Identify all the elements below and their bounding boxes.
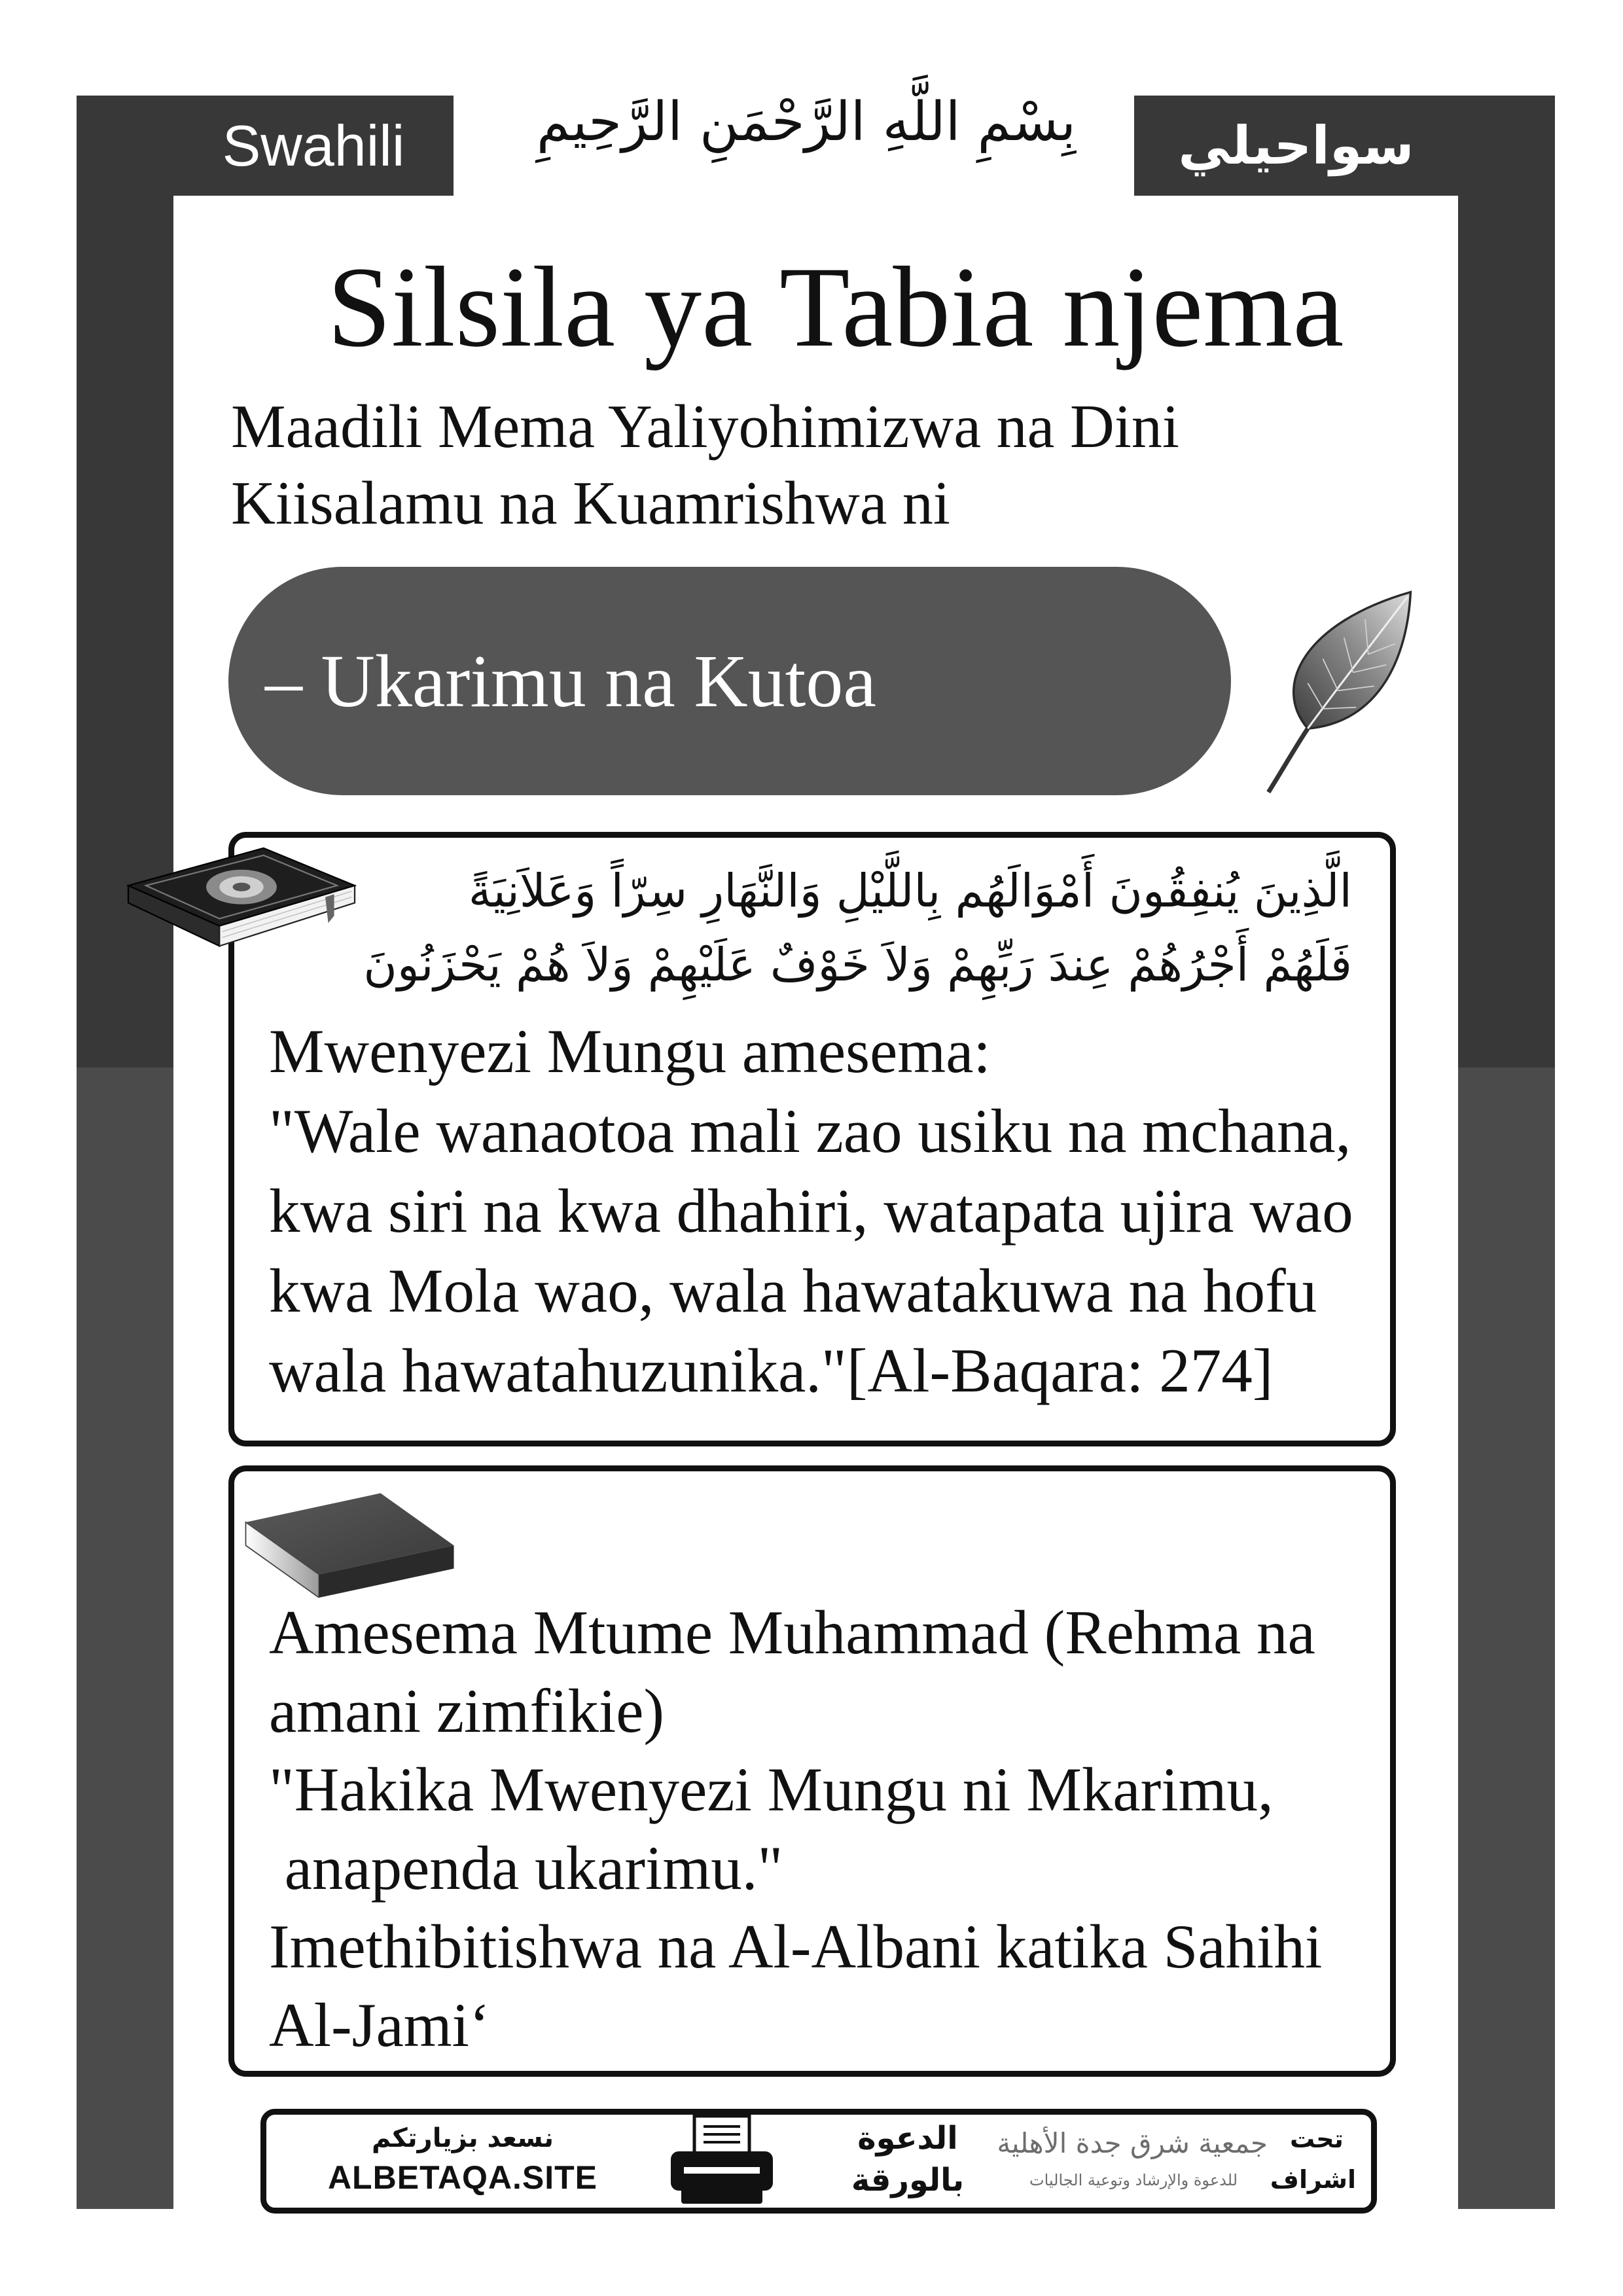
hadith-line: amani zimfikie) xyxy=(269,1676,665,1746)
welcome-text: نسعد بزيارتكم xyxy=(372,2123,554,2153)
subtitle xyxy=(231,389,1179,542)
page-title: Silsila ya Tabia njema xyxy=(327,243,1344,371)
dawah-logo-line: بالورقة xyxy=(851,2162,965,2198)
translation-line: "Wale wanaotoa mali zao usiku na mchana, xyxy=(269,1096,1351,1166)
quran-verse-translation xyxy=(269,1011,1353,1410)
language-label-arabic: سواحيلي xyxy=(1178,115,1414,176)
site-link[interactable]: ALBETAQA.SITE xyxy=(327,2159,598,2196)
quran-verse-arabic xyxy=(363,854,1352,1002)
supervision-line: اشراف xyxy=(1270,2165,1356,2194)
basmala-calligraphy: بِسْمِ اللَّهِ الرَّحْمَنِ الرَّحِيمِ xyxy=(536,90,1077,153)
arabic-verse-line: الَّذِينَ يُنفِقُونَ أَمْوَالَهُم بِاللَّيْلِ وَالنَّهَارِ سِرّاً وَعَلاَنِيَةً xyxy=(468,864,1352,918)
translation-line: kwa Mola wao, wala hawatakuwa na hofu xyxy=(269,1256,1317,1325)
dawah-logo xyxy=(839,2117,976,2205)
topic-banner xyxy=(228,567,1231,795)
association-tagline: للدعوة والإرشاد وتوعية الجاليات xyxy=(1029,2171,1238,2189)
dawah-logo-line: الدعوة xyxy=(857,2120,958,2157)
hadith-line: "Hakika Mwenyezi Mungu ni Mkarimu, xyxy=(269,1755,1274,1824)
translation-line: wala hawatahuzunika."[Al-Baqara: 274] xyxy=(269,1336,1274,1405)
hadith-line: Amesema Mtume Muhammad (Rehma na xyxy=(269,1598,1315,1667)
quran-icon xyxy=(122,842,361,972)
frame-left-column xyxy=(77,96,173,2209)
subtitle-line: Kiisalamu na Kuamrishwa ni xyxy=(231,469,951,537)
hadith-text xyxy=(269,1593,1322,2064)
supervision-line: تحت xyxy=(1290,2125,1344,2153)
footer-bar xyxy=(260,2109,1377,2214)
arabic-verse-line: فَلَهُمْ أَجْرُهُمْ عِندَ رَبِّهِمْ وَلاَ خَوْفٌ عَلَيْهِمْ وَلاَ هُمْ يَحْزَنُونَ xyxy=(363,938,1352,992)
language-label-english: Swahili xyxy=(222,113,405,178)
frame-right-column xyxy=(1458,96,1555,2209)
hadith-line: Al-Jami‘ xyxy=(269,1990,490,2060)
printer-icon xyxy=(668,2115,776,2206)
book-icon xyxy=(243,1490,457,1598)
site-block xyxy=(319,2115,607,2208)
leaf-icon xyxy=(1262,589,1414,795)
association-logo xyxy=(999,2120,1268,2193)
association-name: جمعية شرق جدة الأهلية xyxy=(997,2127,1268,2159)
topic-label: – Ukarimu na Kutoa xyxy=(265,639,876,723)
subtitle-line: Maadili Mema Yaliyohimizwa na Dini xyxy=(231,393,1179,461)
hadith-line: Imethibitishwa na Al-Albani katika Sahihi xyxy=(269,1912,1323,1981)
translation-line: kwa siri na kwa dhahiri, watapata ujira wao xyxy=(269,1176,1353,1246)
translation-line: Mwenyezi Mungu amesema: xyxy=(269,1016,991,1086)
hadith-line: anapenda ukarimu." xyxy=(269,1833,783,1903)
supervision-label xyxy=(1270,2119,1356,2200)
